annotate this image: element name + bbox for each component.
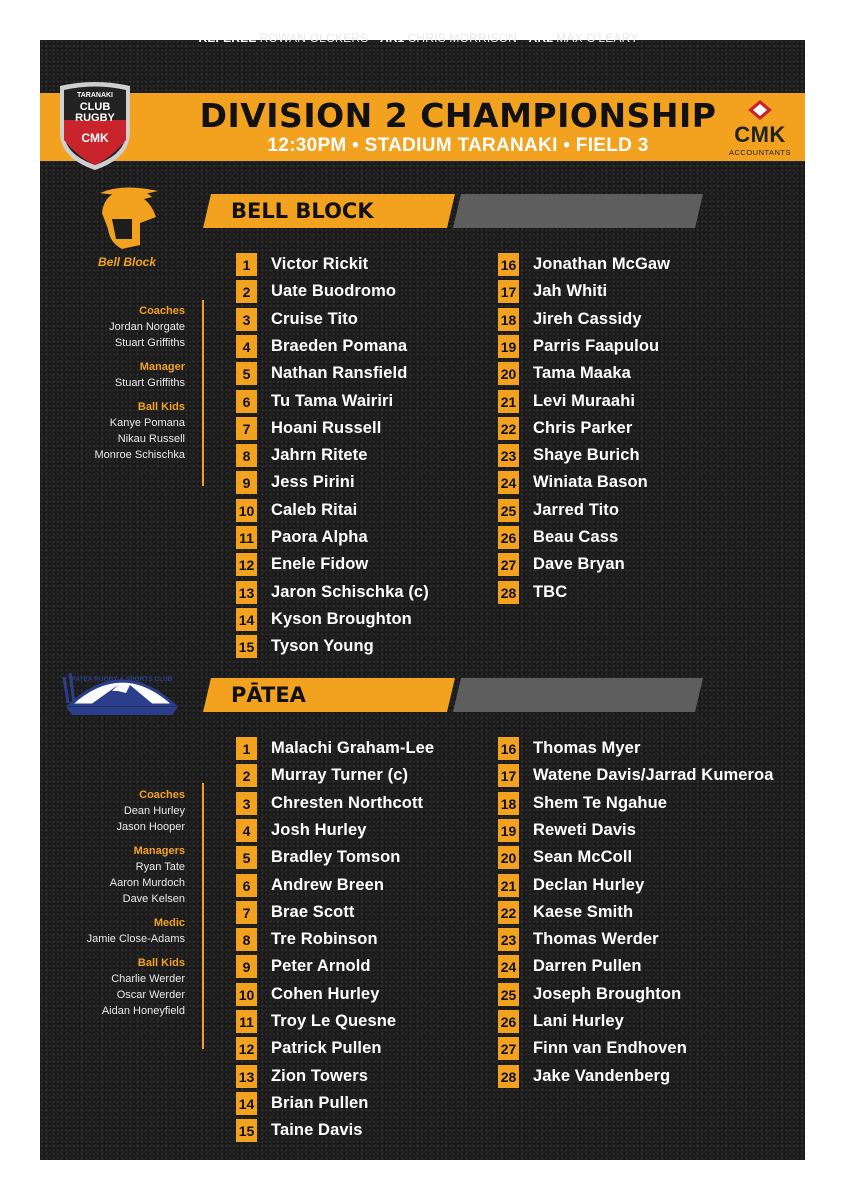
player-name: Jaron Schischka (c) xyxy=(271,582,429,601)
player-name: Josh Hurley xyxy=(271,820,367,839)
player-row xyxy=(498,581,768,608)
player-name: Jake Vandenberg xyxy=(533,1066,671,1085)
player-number: 23 xyxy=(498,928,519,951)
staff-name: Nikau Russell xyxy=(117,433,185,445)
player-row xyxy=(498,308,768,335)
staff-name: Oscar Werder xyxy=(116,989,185,1001)
player-name: Paora Alpha xyxy=(271,528,368,546)
player-name: Andrew Breen xyxy=(271,875,385,894)
player-name: Finn van Endhoven xyxy=(533,1039,687,1058)
player-number: 23 xyxy=(498,444,519,467)
staff-name: Jamie Close-Adams xyxy=(86,933,185,945)
player-number: 25 xyxy=(498,983,519,1006)
player-name: Patrick Pullen xyxy=(271,1039,382,1058)
player-number: 17 xyxy=(498,764,519,787)
player-row xyxy=(236,499,506,526)
staff-name: Charlie Werder xyxy=(111,973,185,985)
player-row xyxy=(236,928,506,955)
player-name: Brae Scott xyxy=(271,902,355,921)
player-row xyxy=(236,362,506,389)
staff-name: Stuart Griffiths xyxy=(114,377,185,389)
player-name: Parris Faapulou xyxy=(533,336,660,355)
staff-role: Ball Kids xyxy=(137,401,185,413)
player-number: 11 xyxy=(236,526,257,549)
sponsor-logo xyxy=(722,98,798,160)
staff-role: Ball Kids xyxy=(137,957,185,969)
player-name: Shem Te Ngahue xyxy=(533,793,668,812)
match-officials xyxy=(0,31,845,45)
player-name: Jonathan McGaw xyxy=(533,255,671,273)
player-name: Thomas Myer xyxy=(533,739,641,757)
player-row xyxy=(236,1037,506,1064)
player-row xyxy=(236,253,506,280)
player-number: 27 xyxy=(498,553,519,576)
player-number: 10 xyxy=(236,499,257,522)
player-number: 19 xyxy=(498,335,519,358)
player-number: 3 xyxy=(236,308,257,331)
player-name: Caleb Ritai xyxy=(271,500,358,519)
player-name: Joseph Broughton xyxy=(533,984,682,1003)
sponsor-name: CMK xyxy=(734,122,786,147)
player-number: 22 xyxy=(498,901,519,924)
player-row xyxy=(498,737,768,764)
player-name: Nathan Ransfield xyxy=(271,364,408,383)
player-name: Hoani Russell xyxy=(271,418,382,437)
patea-staff xyxy=(40,787,185,1019)
player-number: 27 xyxy=(498,1037,519,1060)
shield-text-club: CLUB xyxy=(79,101,111,113)
player-row xyxy=(236,608,506,635)
player-number: 14 xyxy=(236,1092,257,1115)
player-number: 18 xyxy=(498,308,519,331)
player-number: 7 xyxy=(236,901,257,924)
player-row xyxy=(498,1065,768,1092)
staff-role: Managers xyxy=(133,845,185,857)
player-row xyxy=(236,526,506,553)
player-name: Darren Pullen xyxy=(533,957,642,976)
player-number: 17 xyxy=(498,280,519,303)
player-name: Watene Davis/Jarrad Kumeroa xyxy=(533,766,774,785)
staff-name: Jordan Norgate xyxy=(109,321,185,333)
player-row xyxy=(236,737,506,764)
player-name: Braeden Pomana xyxy=(271,336,408,355)
player-row xyxy=(236,1010,506,1037)
player-name: Uate Buodromo xyxy=(271,282,397,301)
player-row xyxy=(236,635,506,662)
player-row xyxy=(236,280,506,307)
player-row xyxy=(498,874,768,901)
player-number: 2 xyxy=(236,764,257,787)
official-role: AR1 xyxy=(379,31,405,45)
player-name: Murray Turner (c) xyxy=(271,766,409,785)
player-row xyxy=(498,390,768,417)
player-row xyxy=(498,792,768,819)
player-number: 5 xyxy=(236,846,257,869)
player-number: 3 xyxy=(236,792,257,815)
page-title: DIVISION 2 CHAMPIONSHIP xyxy=(199,96,717,135)
player-number: 6 xyxy=(236,874,257,897)
player-row xyxy=(498,417,768,444)
player-number: 19 xyxy=(498,819,519,842)
player-row xyxy=(236,846,506,873)
player-row xyxy=(498,819,768,846)
staff-role: Medic xyxy=(153,917,185,929)
player-number: 9 xyxy=(236,471,257,494)
player-name: Bradley Tomson xyxy=(271,848,401,867)
player-name: Dave Bryan xyxy=(533,555,625,574)
staff-name: Jason Hooper xyxy=(116,821,185,833)
player-name: Declan Hurley xyxy=(533,875,645,894)
player-name: Tyson Young xyxy=(271,637,374,656)
player-number: 8 xyxy=(236,928,257,951)
player-number: 26 xyxy=(498,1010,519,1033)
staff-role: Coaches xyxy=(139,789,185,801)
player-name: Shaye Burich xyxy=(533,446,640,465)
player-number: 12 xyxy=(236,553,257,576)
player-row xyxy=(498,253,768,280)
player-number: 28 xyxy=(498,581,519,604)
patea-logo-text: PATEA RUGBY & SPORTS CLUB xyxy=(71,676,173,683)
staff-role: Manager xyxy=(139,361,185,373)
player-number: 20 xyxy=(498,362,519,385)
player-name: Kyson Broughton xyxy=(271,609,412,628)
player-number: 9 xyxy=(236,955,257,978)
player-number: 2 xyxy=(236,280,257,303)
player-name: Sean McColl xyxy=(533,848,633,867)
player-number: 13 xyxy=(236,581,257,604)
player-number: 16 xyxy=(498,737,519,760)
player-name: Taine Davis xyxy=(271,1121,363,1140)
player-number: 16 xyxy=(498,253,519,276)
player-name: Jahrn Ritete xyxy=(271,446,368,465)
player-number: 8 xyxy=(236,444,257,467)
player-name: Tre Robinson xyxy=(271,930,378,949)
club-rugby-shield-logo xyxy=(56,80,134,172)
official-name: MAX O'LEARY xyxy=(556,31,639,45)
bell-block-staff xyxy=(40,303,185,463)
staff-name: Dean Hurley xyxy=(123,805,185,817)
player-name: Jarred Tito xyxy=(533,500,620,519)
player-name: Chris Parker xyxy=(533,418,633,437)
player-row xyxy=(498,1037,768,1064)
player-row xyxy=(498,901,768,928)
player-row xyxy=(498,444,768,471)
player-row xyxy=(236,764,506,791)
staff-role: Coaches xyxy=(139,305,185,317)
player-row xyxy=(498,471,768,498)
player-row xyxy=(498,499,768,526)
player-number: 20 xyxy=(498,846,519,869)
player-row xyxy=(236,1119,506,1146)
player-row xyxy=(236,901,506,928)
bell-block-logo-text: Bell Block xyxy=(97,255,157,269)
player-number: 21 xyxy=(498,390,519,413)
player-name: Kaese Smith xyxy=(533,902,634,921)
player-name: Jireh Cassidy xyxy=(533,309,642,328)
player-row xyxy=(236,581,506,608)
player-name: TBC xyxy=(533,582,568,601)
player-name: Jess Pirini xyxy=(271,473,355,492)
player-row xyxy=(498,928,768,955)
team-name-bell-block xyxy=(203,194,453,228)
player-row xyxy=(498,335,768,362)
player-name: Cruise Tito xyxy=(271,309,358,328)
player-number: 4 xyxy=(236,819,257,842)
player-row xyxy=(236,308,506,335)
player-row xyxy=(236,792,506,819)
player-row xyxy=(498,280,768,307)
team-name: PĀTEA xyxy=(231,683,306,707)
player-row xyxy=(498,362,768,389)
player-name: Beau Cass xyxy=(533,528,619,546)
official-name: CHRIS MORRISON xyxy=(407,31,518,45)
official-role: REFEREE xyxy=(198,31,257,45)
player-name: Lani Hurley xyxy=(533,1012,624,1030)
official-name: ROWAN OLCKERS xyxy=(259,31,369,45)
player-number: 13 xyxy=(236,1065,257,1088)
player-number: 7 xyxy=(236,417,257,440)
staff-name: Aidan Honeyfield xyxy=(101,1005,185,1017)
player-name: Brian Pullen xyxy=(271,1093,369,1112)
player-row xyxy=(236,417,506,444)
staff-name: Aaron Murdoch xyxy=(109,877,185,889)
title-banner xyxy=(40,93,805,161)
player-row xyxy=(236,955,506,982)
player-number: 21 xyxy=(498,874,519,897)
player-row xyxy=(236,983,506,1010)
spartan-helmet-icon xyxy=(82,183,172,255)
player-name: Winiata Bason xyxy=(533,473,648,492)
player-row xyxy=(236,819,506,846)
player-row xyxy=(236,390,506,417)
player-row xyxy=(498,764,774,791)
player-name: Tama Maaka xyxy=(533,364,631,383)
bell-block-logo xyxy=(82,183,172,273)
player-number: 15 xyxy=(236,1119,257,1142)
player-row xyxy=(498,983,768,1010)
patea-logo xyxy=(60,663,185,721)
player-row xyxy=(498,846,768,873)
player-row xyxy=(498,955,768,982)
player-number: 6 xyxy=(236,390,257,413)
team-name: BELL BLOCK xyxy=(231,199,374,223)
staff-name: Kanye Pomana xyxy=(109,417,185,429)
player-number: 5 xyxy=(236,362,257,385)
player-number: 18 xyxy=(498,792,519,815)
player-number: 28 xyxy=(498,1065,519,1088)
player-number: 25 xyxy=(498,499,519,522)
player-name: Cohen Hurley xyxy=(271,984,380,1003)
player-row xyxy=(236,335,506,362)
player-number: 15 xyxy=(236,635,257,658)
player-name: Reweti Davis xyxy=(533,820,636,839)
player-number: 4 xyxy=(236,335,257,358)
staff-divider xyxy=(202,300,204,486)
player-number: 24 xyxy=(498,955,519,978)
player-number: 10 xyxy=(236,983,257,1006)
player-name: Levi Muraahi xyxy=(533,391,636,410)
staff-name: Dave Kelsen xyxy=(122,893,185,905)
official-role: AR2 xyxy=(528,31,554,45)
player-row xyxy=(236,471,506,498)
shield-text-cmk: CMK xyxy=(81,131,109,145)
player-number: 1 xyxy=(236,253,257,276)
player-name: Malachi Graham-Lee xyxy=(271,739,435,757)
player-row xyxy=(498,526,768,553)
shield-text-top: TARANAKI xyxy=(76,92,114,99)
staff-divider xyxy=(202,783,204,1049)
player-number: 22 xyxy=(498,417,519,440)
cmk-diamond-icon xyxy=(722,98,798,122)
match-details: 12:30PM • STADIUM TARANAKI • FIELD 3 xyxy=(267,135,649,156)
player-row xyxy=(498,1010,768,1037)
player-name: Chresten Northcott xyxy=(271,793,424,812)
player-row xyxy=(236,1092,506,1119)
player-name: Jah Whiti xyxy=(533,282,608,301)
sponsor-tagline: ACCOUNTANTS xyxy=(728,148,792,157)
player-row xyxy=(236,444,506,471)
player-name: Troy Le Quesne xyxy=(271,1012,397,1030)
player-name: Peter Arnold xyxy=(271,957,371,976)
player-row xyxy=(236,553,506,580)
player-row xyxy=(498,553,768,580)
player-number: 24 xyxy=(498,471,519,494)
player-number: 12 xyxy=(236,1037,257,1060)
player-name: Thomas Werder xyxy=(533,930,659,949)
staff-name: Monroe Schischka xyxy=(94,449,185,461)
player-row xyxy=(236,1065,506,1092)
player-number: 11 xyxy=(236,1010,257,1033)
player-name: Tu Tama Wairiri xyxy=(271,391,394,410)
player-row xyxy=(236,874,506,901)
staff-name: Stuart Griffiths xyxy=(114,337,185,349)
player-name: Enele Fidow xyxy=(271,555,369,574)
shield-text-rugby: RUGBY xyxy=(75,112,115,124)
player-number: 14 xyxy=(236,608,257,631)
player-name: Victor Rickit xyxy=(271,255,369,273)
player-number: 26 xyxy=(498,526,519,549)
player-number: 1 xyxy=(236,737,257,760)
player-name: Zion Towers xyxy=(271,1066,369,1085)
staff-name: Ryan Tate xyxy=(135,861,185,873)
team-name-patea xyxy=(203,678,453,712)
